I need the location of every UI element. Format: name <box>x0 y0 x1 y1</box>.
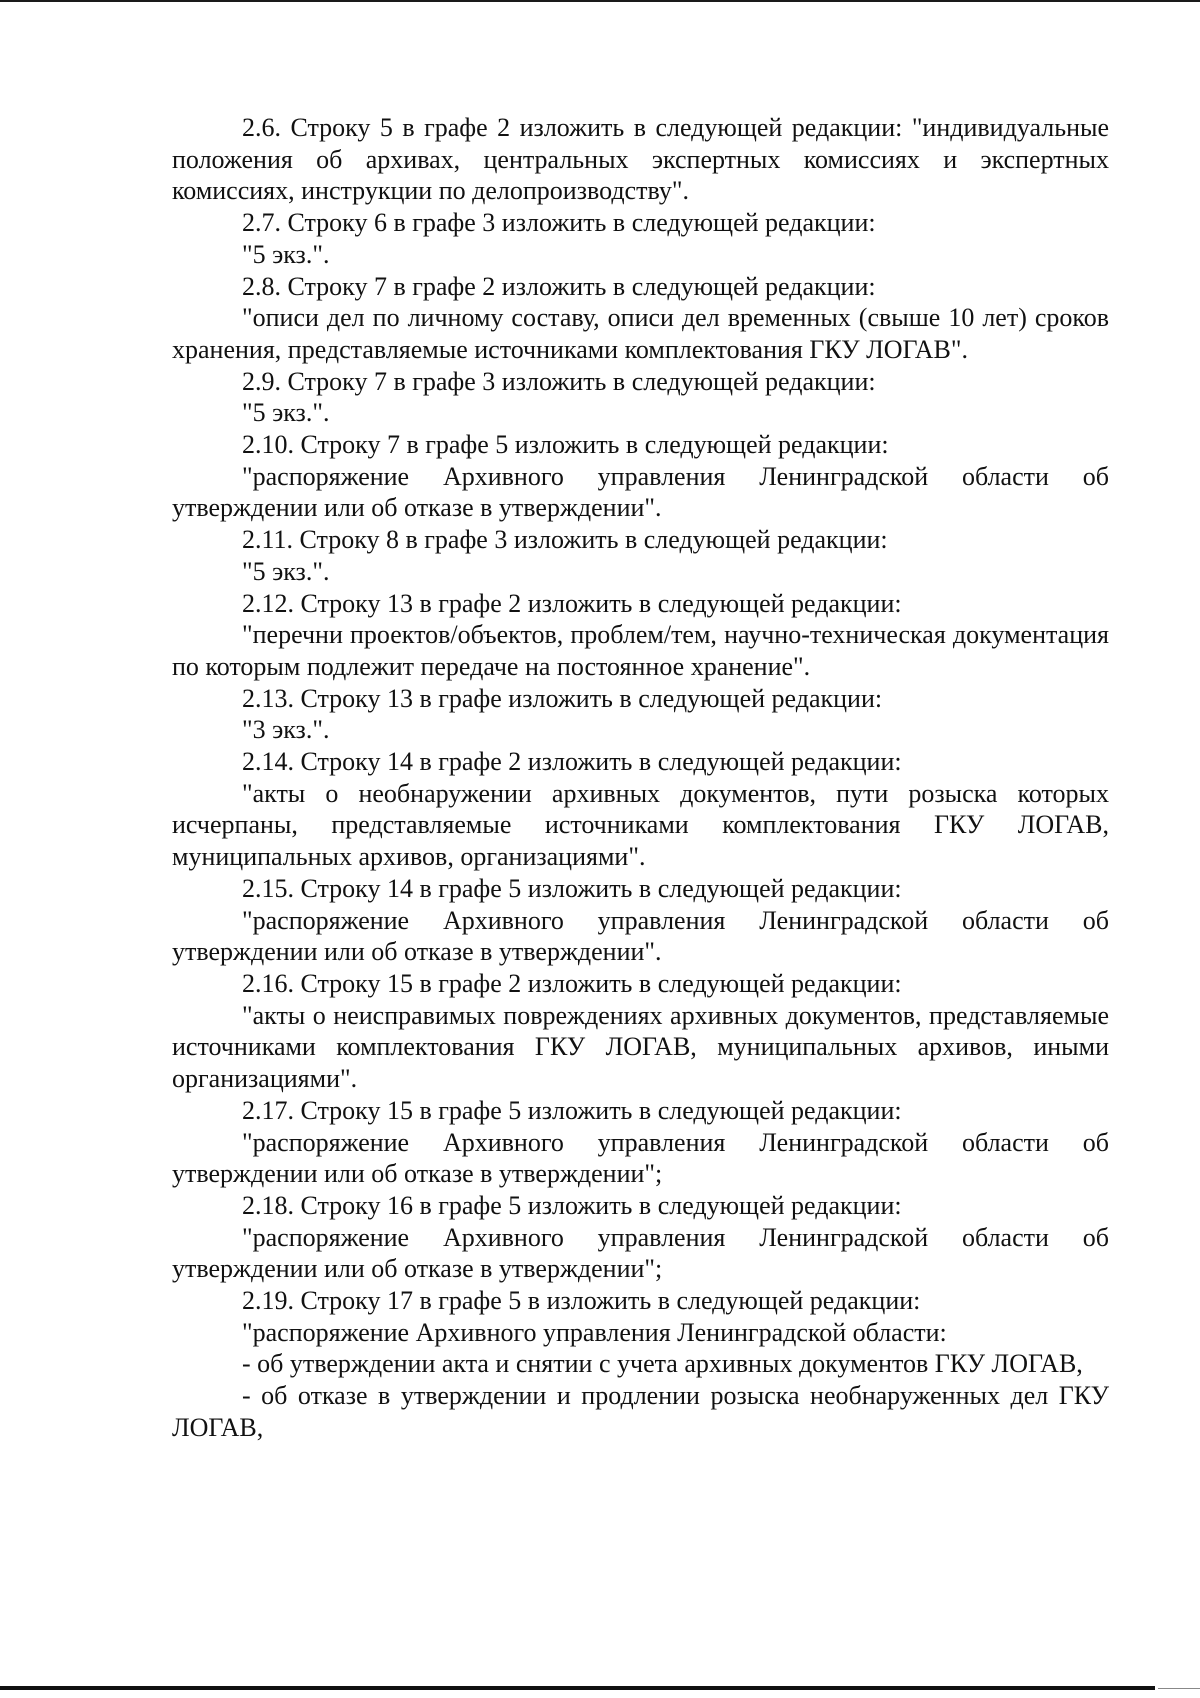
paragraph-2-14: 2.14. Строку 14 в графе 2 изложить в следующей редакции: <box>242 747 902 777</box>
paragraph-2-13: 2.13. Строку 13 в графе изложить в следующей редакции: <box>242 683 883 713</box>
paragraph-2-19-value: "распоряжение Архивного управления Ленинградской области: <box>242 1317 947 1347</box>
paragraph-2-12-value: "перечни проектов/объектов, проблем/тем, научно-техническая документация по которым подлежит передаче на постоянное хранение". <box>172 620 1109 681</box>
paragraph-2-14-value: "акты о необнаружении архивных документов, пути розыска которых исчерпаны, представляемые источниками комплектования ГКУ ЛОГАВ, муниципальных архивов, организациями". <box>172 778 1109 872</box>
document-page <box>172 112 1109 1444</box>
paragraph-2-17: 2.17. Строку 15 в графе 5 изложить в следующей редакции: <box>242 1095 902 1125</box>
paragraph-2-15: 2.15. Строку 14 в графе 5 изложить в следующей редакции: <box>242 873 902 903</box>
paragraph-2-10-value: "распоряжение Архивного управления Ленинградской области об утверждении или об отказе в утверждении". <box>172 461 1109 523</box>
scan-top-edge <box>0 0 1200 6</box>
paragraph-2-15-value: "распоряжение Архивного управления Ленинградской области об утверждении или об отказе в утверждении". <box>172 905 1109 967</box>
list-item-approval: - об утверждении акта и снятии с учета архивных документов ГКУ ЛОГАВ, <box>242 1349 1083 1379</box>
scan-bottom-edge <box>0 1686 1155 1690</box>
paragraph-2-10: 2.10. Строку 7 в графе 5 изложить в следующей редакции: <box>242 430 889 460</box>
paragraph-2-19: 2.19. Строку 17 в графе 5 в изложить в следующей редакции: <box>242 1286 921 1316</box>
paragraph-2-13-value: "3 экз.". <box>242 715 330 745</box>
paragraph-2-6: 2.6. Строку 5 в графе 2 изложить в следующей редакции: "индивидуальные положения об архивах, центральных экспертных комиссиях и экспертных комиссиях, инструкции по делопроизводству". <box>172 113 1109 206</box>
paragraph-2-7: 2.7. Строку 6 в графе 3 изложить в следующей редакции: <box>242 208 876 238</box>
paragraph-2-17-value: "распоряжение Архивного управления Ленинградской области об утверждении или об отказе в утверждении"; <box>172 1127 1109 1189</box>
paragraph-2-16: 2.16. Строку 15 в графе 2 изложить в следующей редакции: <box>242 968 902 998</box>
paragraph-2-8-value: "описи дел по личному составу, описи дел временных (свыше 10 лет) сроков хранения, представляемые источниками комплектования ГКУ ЛОГАВ". <box>172 303 1109 364</box>
paragraph-2-8: 2.8. Строку 7 в графе 2 изложить в следующей редакции: <box>242 271 876 301</box>
paragraph-2-11: 2.11. Строку 8 в графе 3 изложить в следующей редакции: <box>242 525 888 555</box>
paragraph-2-7-value: "5 экз.". <box>242 239 330 269</box>
paragraph-2-11-value: "5 экз.". <box>242 556 330 586</box>
paragraph-2-16-value: "акты о неисправимых повреждениях архивных документов, представляемые источниками комплектования ГКУ ЛОГАВ, муниципальных архивов, иными организациями". <box>172 1000 1109 1094</box>
paragraph-2-12: 2.12. Строку 13 в графе 2 изложить в следующей редакции: <box>242 588 902 618</box>
paragraph-2-9-value: "5 экз.". <box>242 398 330 428</box>
paragraph-2-18-value: "распоряжение Архивного управления Ленинградской области об утверждении или об отказе в утверждении"; <box>172 1222 1109 1284</box>
scan-bottom-edge-faint <box>1158 1688 1200 1689</box>
paragraph-2-9: 2.9. Строку 7 в графе 3 изложить в следующей редакции: <box>242 366 876 396</box>
list-item-refusal: - об отказе в утверждении и продлении розыска необнаруженных дел ГКУ ЛОГАВ, <box>172 1381 1109 1442</box>
paragraph-2-18: 2.18. Строку 16 в графе 5 изложить в следующей редакции: <box>242 1190 902 1220</box>
